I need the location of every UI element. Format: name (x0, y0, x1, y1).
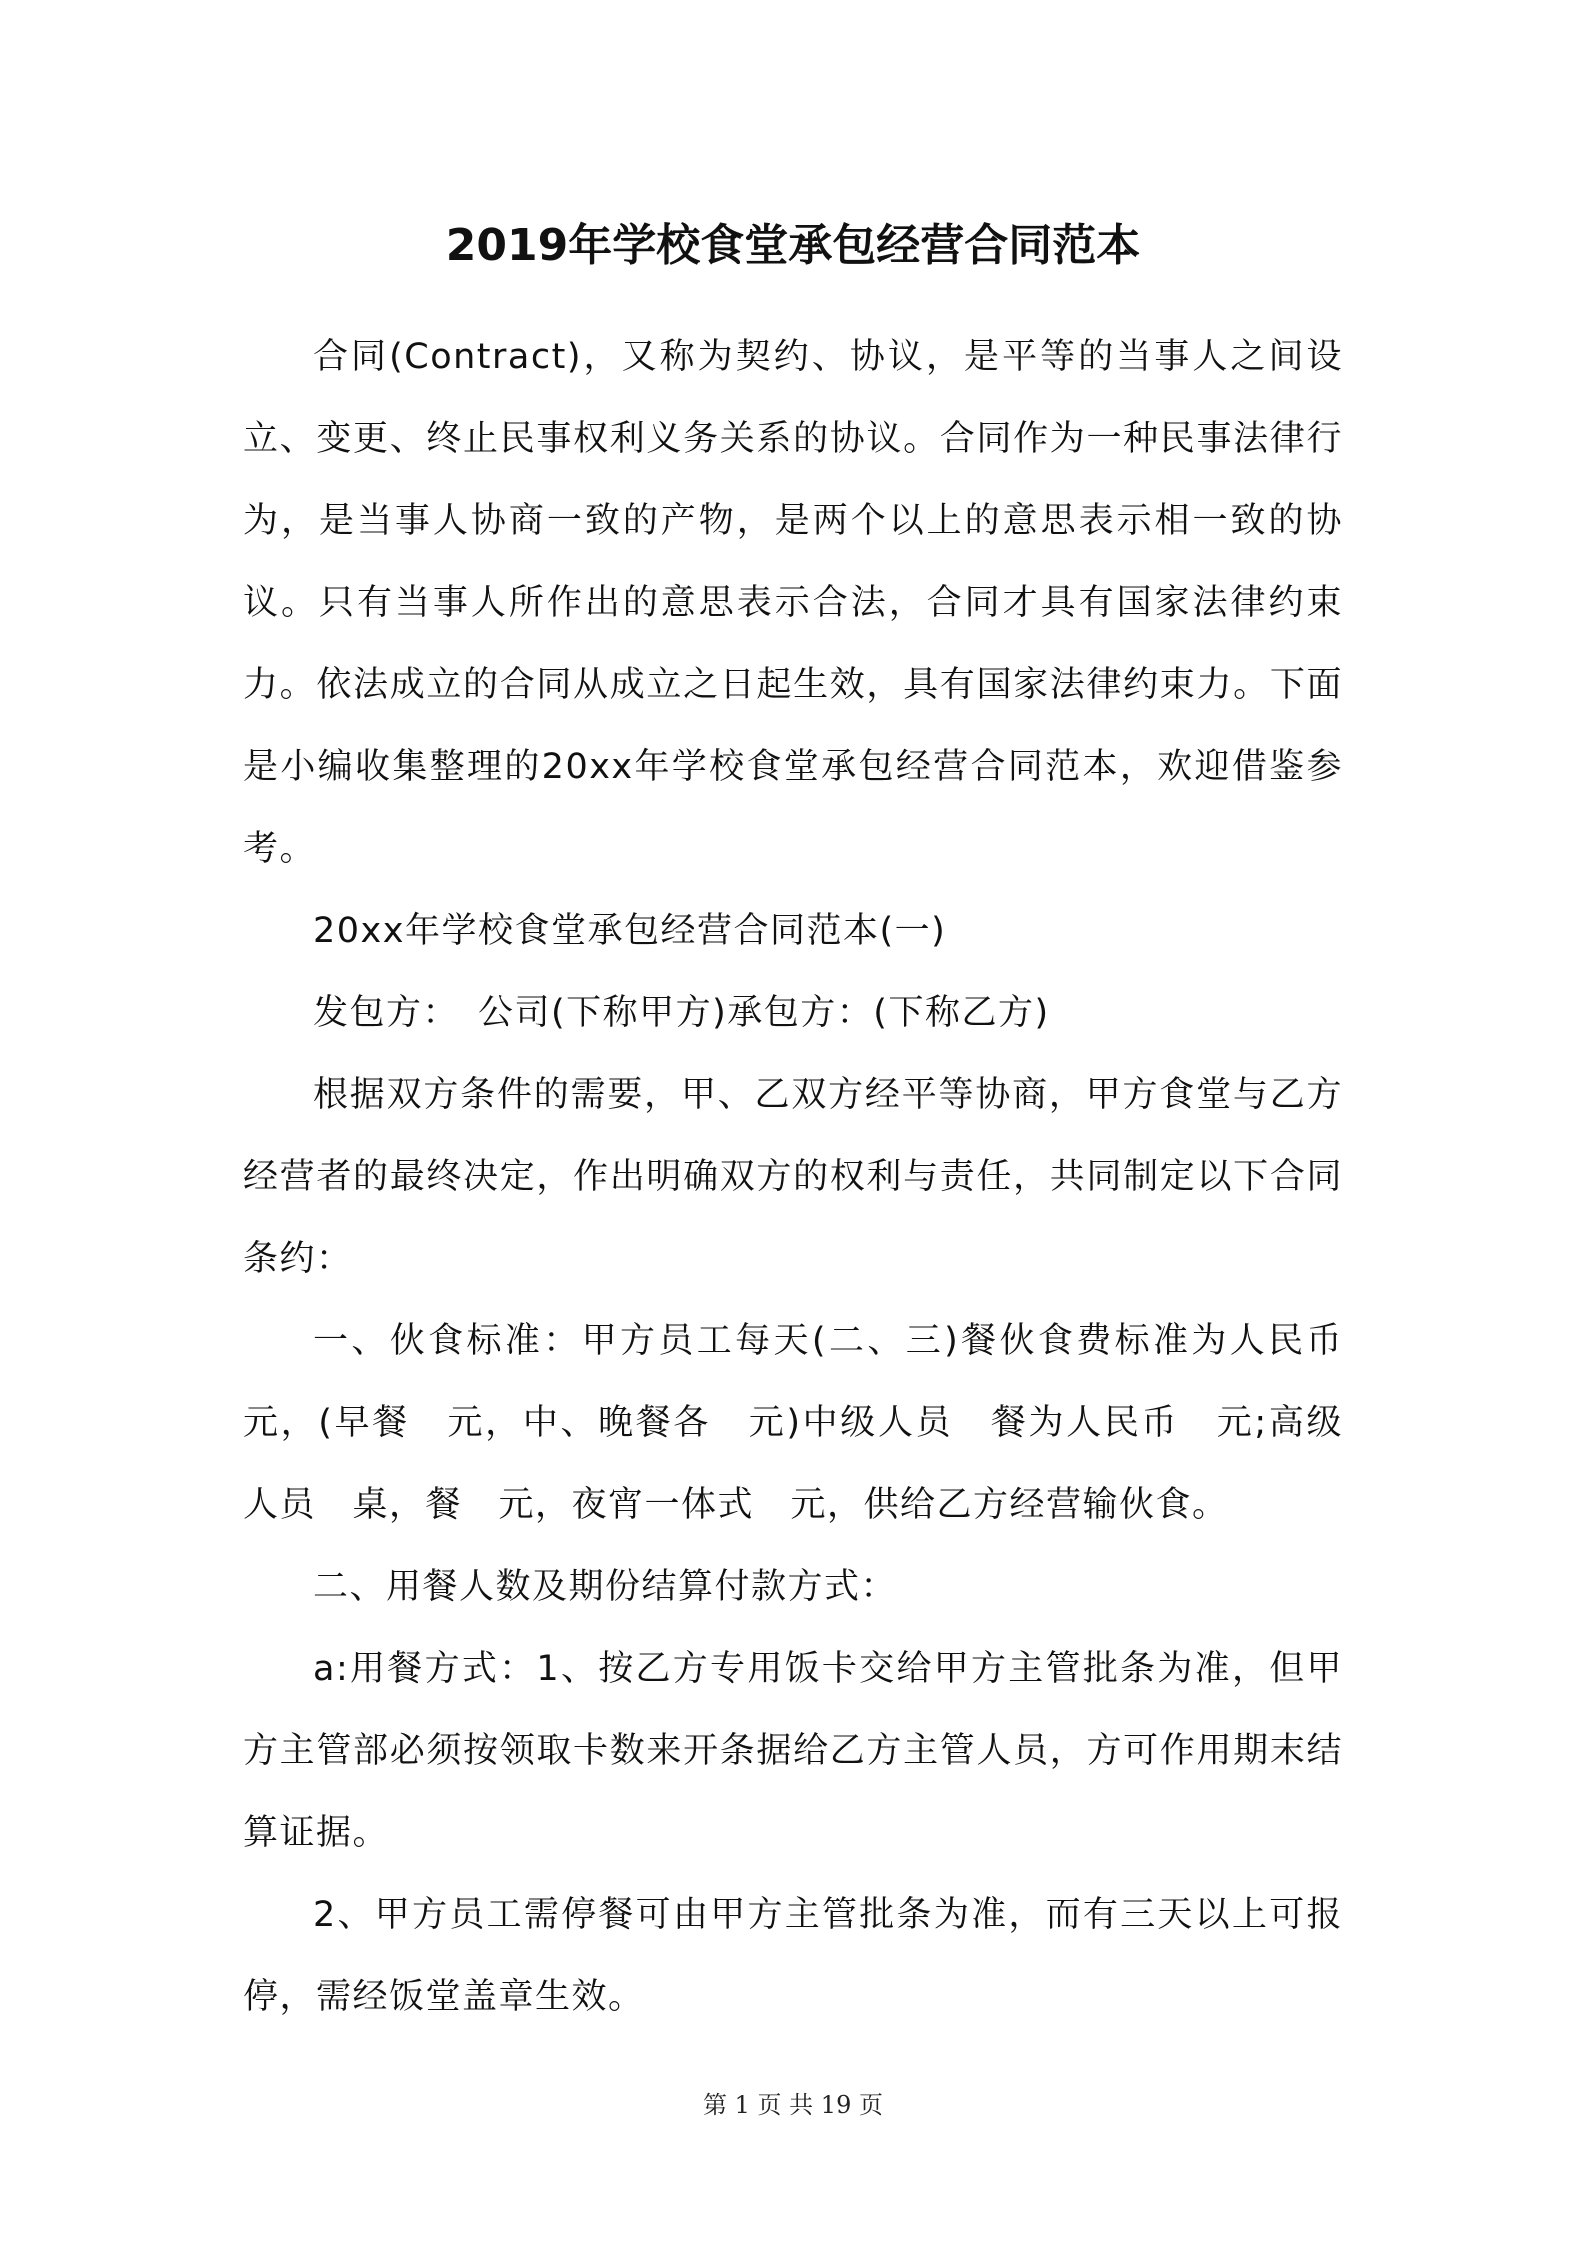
paragraph-clause-2-heading: 二、用餐人数及期份结算付款方式： (313, 1567, 898, 1607)
paragraph-agreement-basis: 根据双方条件的需要，甲、乙双方经平等协商，甲方食堂与乙方经营者的最终决定，作出明确双方的权利与责任，共同制定以下合同条约： (243, 1075, 1343, 1279)
paragraph-clause-1: 一、伙食标准：甲方员工每天(二、三)餐伙食费标准为人民币 元，(早餐 元，中、晚餐各 元)中级人员 餐为人民币 元;高级人员 桌，餐 元，夜宵一体式 元，供给乙方经营输伙食。 (243, 1321, 1380, 1525)
paragraph-clause-2a-item-2: 2、甲方员工需停餐可由甲方主管批条为准，而有三天以上可报停，需经饭堂盖章生效。 (243, 1895, 1343, 2017)
paragraph-intro: 合同(Contract)，又称为契约、协议，是平等的当事人之间设立、变更、终止民事权利义务关系的协议。合同作为一种民事法律行为，是当事人协商一致的产物，是两个以上的意思表示相一致的协议。只有当事人所作出的意思表示合法，合同才具有国家法律约束力。依法成立的合同从成立之日起生效，具有国家法律约束力。下面是小编收集整理的20xx年学校食堂承包经营合同范本，欢迎借鉴参考。 (243, 337, 1343, 869)
paragraph-parties: 发包方： 公司(下称甲方)承包方：(下称乙方) (313, 993, 1050, 1033)
paragraph-clause-2a: a:用餐方式：1、按乙方专用饭卡交给甲方主管批条为准，但甲方主管部必须按领取卡数来开条据给乙方主管人员，方可作用期末结算证据。 (243, 1649, 1343, 1853)
document-body (243, 316, 1380, 2038)
page-number-footer: 第 1 页 共 19 页 (703, 2091, 883, 2119)
document-title: 2019年学校食堂承包经营合同范本 (445, 220, 1141, 271)
paragraph-section-heading: 20xx年学校食堂承包经营合同范本(一) (313, 911, 947, 951)
